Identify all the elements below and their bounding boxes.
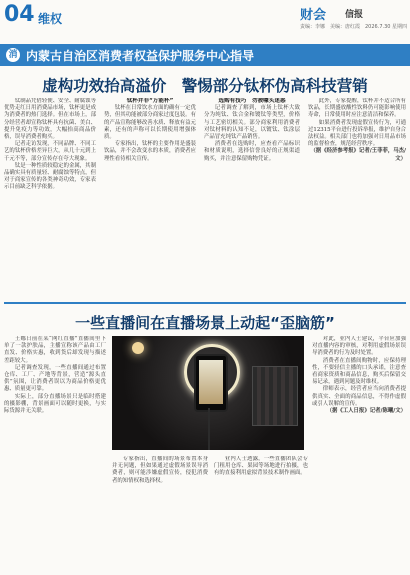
paragraph: 律师表示，经营者应当向消费者提供真实、全面的商品信息，不得作虚假或引人误解的宣传。	[312, 386, 406, 407]
article2-byline: （据《工人日报》记者/陈曦/文）	[326, 408, 406, 415]
article1-col4	[308, 98, 406, 290]
banner-text: 内蒙古自治区消费者权益保护服务中心指导	[26, 49, 255, 63]
section-divider	[4, 302, 406, 304]
masthead	[0, 0, 410, 44]
article2-col2	[112, 456, 208, 572]
article1-headline: 虚构功效抬高溢价 警惕部分钛杯伪高科技营销	[42, 77, 368, 95]
article2-col4	[312, 336, 406, 572]
article1-byline: （据《经济参考报》记者/王菲菲，马杰/文）	[310, 148, 406, 162]
paragraph: 钛是一种性质较稳定的金属，其制品确实具有质量轻、耐腐蚀等特点，但对于商家宣传的各类神奇功效，专家表示目前缺乏科学依据。	[4, 162, 96, 191]
masthead-meta: 责编：李娜 美编：唐红霞 2026.7.30 星期四	[300, 24, 408, 30]
guidance-banner	[0, 44, 410, 66]
article1-col3	[204, 98, 300, 290]
consumer-logo-icon: 消	[6, 48, 20, 62]
paragraph: 消费者在直播间购物时，应保持理性，不要轻信主播的口头承诺，注意查看商家资质和商品信息，购买后保留交易记录，遇到问题及时维权。	[312, 357, 406, 386]
paragraph: 记者调查了解到，市场上钛杯大致分为纯钛、钛合金和镀钛等类型，价格与工艺密切相关。部分商家利用消费者对钛材料的认知不足，以镀钛、钛涂层产品冒充纯钛产品销售。	[204, 105, 300, 141]
brand-name: 财会	[300, 8, 327, 23]
article1-subhead-1: 钛杯并非“万能杯”	[126, 98, 174, 104]
section-name: 维权	[38, 12, 63, 26]
article1-body	[4, 98, 406, 290]
paragraph: 钛杯在日常饮水方面的确有一定优势，但其功能被部分商家过度包装。有的产品宣称能够改善水质、释放有益元素，还有的声称可以长期使用增强体质。	[104, 105, 196, 141]
paragraph: 钛制品凭借轻便、安全、耐腐蚀等优势走红日用消费品市场，钛杯更是成为消费者的热门选择。但在市场上，部分经营者却宣称钛杯具有抗菌、美白、提升免疫力等功效，大幅抬高商品价格，误导消费者购买。	[4, 98, 96, 141]
brand-sub: 信报	[345, 10, 364, 20]
paragraph: 业内人士透露，一些直播团队会专门租用仓库、果园等场地进行拍摄，也有的直接利用虚拟背景技术制作画面。	[214, 456, 308, 477]
paragraph: 消费者在选购时，应查看产品标识和材质说明，选择信誉良好的正规渠道购买，并注意保留购物凭证。	[204, 141, 300, 162]
article1-subhead-2: 选购有技巧 勿被噱头迷惑	[218, 98, 286, 104]
article1-col2	[104, 98, 196, 290]
article2-col1	[4, 336, 106, 572]
paragraph: 专家指出，直播间的场景布置本身并无问题，但如果通过虚假场景误导消费者，则可能涉嫌虚假宣传，侵犯消费者的知情权和选择权。	[112, 456, 208, 484]
article1-col1	[4, 98, 96, 290]
paragraph: 专家指出，钛杯的主要作用是盛装饮品，并不会改变水的本质，消费者应理性看待相关宣传。	[104, 141, 196, 162]
paragraph: 王娜日前在某“网红直播”直播间里下单了一款护肤品，主播宣称该产品由工厂直发、价格实惠，收到货后却发现与描述差距较大。	[4, 336, 106, 364]
article2-body	[4, 336, 406, 572]
article2-headline: 一些直播间在直播场景上动起“歪脑筋”	[75, 314, 335, 332]
paragraph: 实际上，部分直播场景只是临时搭建的摄影棚，背景画面可以随时更换，与实际货源并无关联。	[4, 393, 106, 415]
paragraph: 如果消费者发现虚假宣传行为，可通过12315平台进行投诉举报，维护自身合法权益。相关部门也将加强对日用品市场的监督检查，规范经营秩序。	[308, 119, 406, 148]
paragraph: 记者调查发现，一些直播间通过布置仓库、工厂、产地等背景，营造“源头直供”氛围，让消费者误以为商品价格更优惠、质量更可靠。	[4, 364, 106, 393]
paragraph: 记者走访发现，不同品牌、不同工艺的钛杯价格差异巨大，从几十元到上千元不等，部分宣传存在夸大现象。	[4, 141, 96, 162]
paragraph: 对此，业内人士建议，平台应加强对直播内容的审核，对利用虚假场景误导消费者的行为及时处置。	[312, 336, 406, 357]
page-number: 04	[4, 2, 35, 27]
article2-col3	[214, 456, 308, 572]
paragraph: 此外，专家提醒，钛杯并不适合所有饮品，长期盛放酸性饮料仍可能影响使用寿命，日常使用时应注意清洁和保养。	[308, 98, 406, 119]
